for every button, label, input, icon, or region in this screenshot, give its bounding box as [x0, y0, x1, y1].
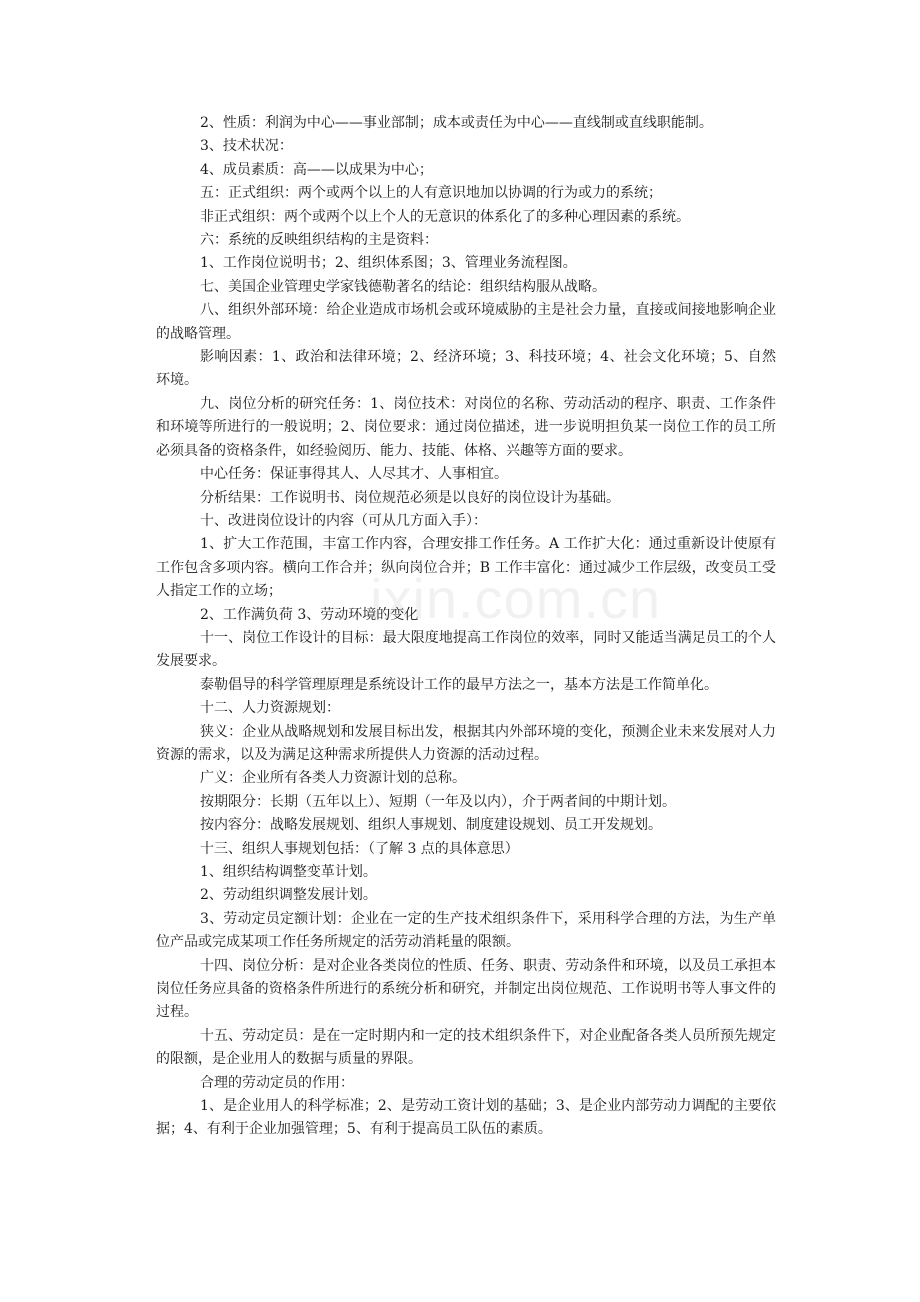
paragraph: 2、性质：利润为中心——事业部制；成本或责任为中心——直线制或直线职能制。 [200, 115, 713, 131]
paragraph: 泰勒倡导的科学管理原理是系统设计工作的最早方法之一，基本方法是工作简单化。 [200, 676, 718, 693]
paragraph: 影响因素：1、政治和法律环境；2、经济环境；3、科技环境；4、社会文化环境；5、自然环境。 [156, 349, 776, 389]
paragraph: 十四、岗位分析：是对企业各类岗位的性质、任务、职责、劳动条件和环境，以及员工承担本岗位任务应具备的资格条件所进行的系统分析和研究，并制定出岗位规范、工作说明书等人事文件的过程。 [156, 957, 776, 1021]
paragraph: 4、成员素质：高——以成果为中心； [200, 161, 433, 178]
paragraph: 十二、人力资源规划： [200, 700, 340, 717]
paragraph: 十一、岗位工作设计的目标：最大限度地提高工作岗位的效率，同时又能适当满足员工的个人发展要求。 [156, 629, 776, 670]
document-body [156, 112, 776, 1142]
paragraph: 1、工作岗位说明书；2、组织体系图；3、管理业务流程图。 [200, 255, 577, 272]
paragraph: 十三、组织人事规划包括：（了解 3 点的具体意思） [200, 840, 519, 857]
paragraph: 狭义：企业从战略规划和发展目标出发，根据其内外部环境的变化，预测企业未来发展对人力资源的需求，以及为满足这种需求所提供人力资源的活动过程。 [156, 723, 776, 763]
paragraph: 1、扩大工作范围，丰富工作内容，合理安排工作任务。A 工作扩大化：通过重新设计使原有工作包含多项内容。横向工作合并；纵向岗位合并；B 工作丰富化：通过减少工作层级，改变员工受人指定工作的立场； [156, 536, 776, 600]
paragraph: 非正式组织：两个或两个以上个人的无意识的体系化了的多种心理因素的系统。 [200, 208, 690, 225]
paragraph: 八、组织外部环境：给企业造成市场机会或环境威胁的主是社会力量，直接或间接地影响企业的战略管理。 [156, 302, 776, 342]
paragraph: 十、改进岗位设计的内容（可从几方面入手）： [200, 512, 487, 529]
paragraph: 1、是企业用人的科学标准；2、是劳动工资计划的基础；3、是企业内部劳动力调配的主要依据；4、有利于企业加强管理；5、有利于提高员工队伍的素质。 [156, 1098, 776, 1138]
paragraph: 1、组织结构调整变革计划。 [200, 864, 377, 880]
paragraph: 九、岗位分析的研究任务：1、岗位技术：对岗位的名称、劳动活动的程序、职责、工作条件和环境等所进行的一般说明；2、岗位要求：通过岗位描述，进一步说明担负某一岗位工作的员工所必须具备的资格条件，如经验阅历、能力、技能、体格、兴趣等方面的要求。 [156, 395, 776, 459]
paragraph: 中心任务：保证事得其人、人尽其才、人事相宜。 [200, 466, 508, 483]
paragraph: 2、劳动组织调整发展计划。 [200, 887, 377, 904]
paragraph: 五：正式组织：两个或两个以上的人有意识地加以协调的行为或力的系统； [200, 185, 662, 202]
paragraph: 按期限分：长期（五年以上）、短期（一年及以内），介于两者间的中期计划。 [200, 793, 676, 810]
paragraph: 按内容分：战略发展规划、组织人事规划、制度建设规划、员工开发规划。 [200, 817, 662, 834]
paragraph: 六：系统的反映组织结构的主是资料： [200, 232, 438, 249]
paragraph: 广义：企业所有各类人力资源计划的总称。 [200, 770, 466, 787]
paragraph: 3、劳动定员定额计划：企业在一定的生产技术组织条件下，采用科学合理的方法，为生产单位产品或完成某项工作任务所规定的活劳动消耗量的限额。 [156, 910, 776, 951]
paragraph: 分析结果：工作说明书、岗位规范必须是以良好的岗位设计为基础。 [200, 489, 620, 506]
paragraph: 十五、劳动定员：是在一定时期内和一定的技术组织条件下，对企业配备各类人员所预先规定的限额，是企业用人的数据与质量的界限。 [156, 1027, 776, 1068]
paragraph: 2、工作满负荷 3、劳动环境的变化 [200, 606, 419, 623]
paragraph: 七、美国企业管理史学家钱德勒著名的结论：组织结构服从战略。 [200, 278, 606, 295]
paragraph: 合理的劳动定员的作用： [200, 1074, 354, 1091]
watermark: ixin.com.cn [370, 567, 662, 630]
paragraph: 3、技术状况： [200, 138, 293, 155]
